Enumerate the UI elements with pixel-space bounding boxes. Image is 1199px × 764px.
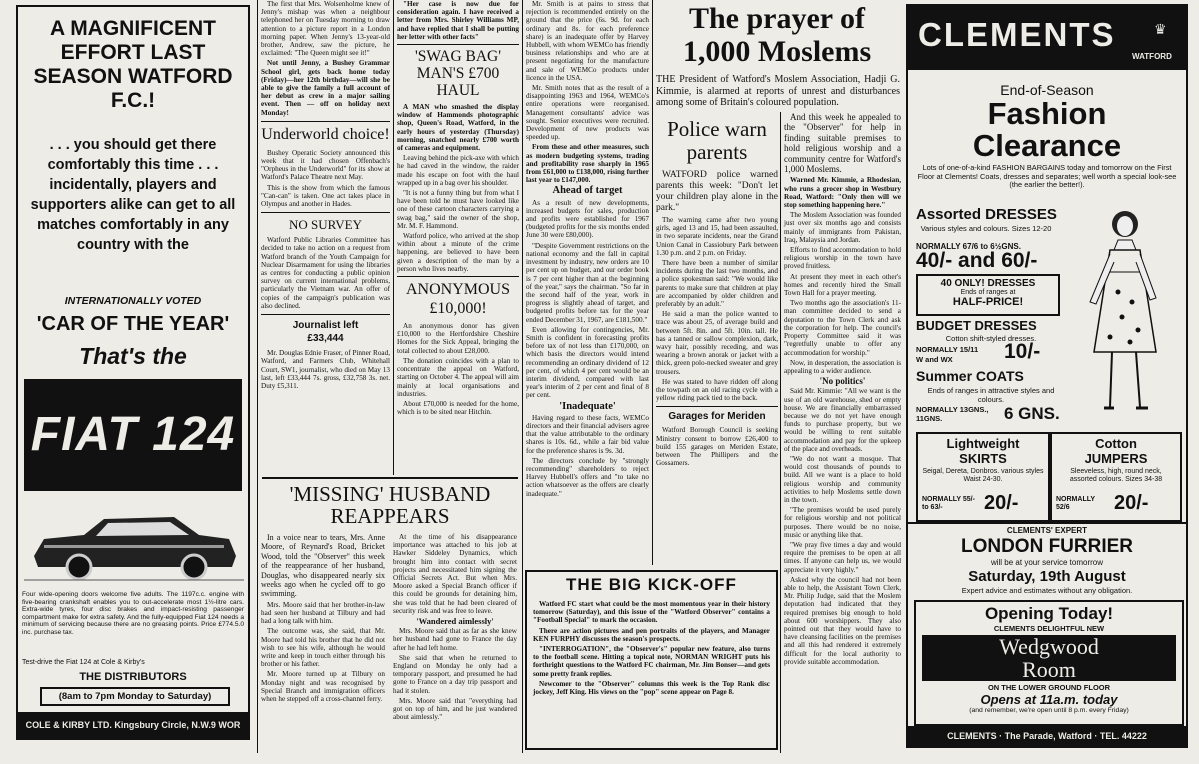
fiat-car-of-year: 'CAR OF THE YEAR' — [36, 313, 230, 335]
only40-box — [916, 274, 1060, 316]
prayer-body-10: "The premises would be used purely for religious worship and not political purposes. There would be no noise, music or anything like that. — [784, 506, 901, 539]
coats-normally: NORMALLY 13GNS., 11GNS. — [916, 405, 989, 423]
survey-headline: NO SURVEY — [289, 217, 362, 233]
missing-body-2: The outcome was, she said, that Mr. Moore had told his brother that he did not wish to see his wife, although he would write and keep in touch either through his brother or his father. — [261, 627, 385, 669]
skirts-box — [916, 432, 1050, 522]
wemco-body-1: Mr. Smith is at pains to stress that rejection is recommended entirely on the ground that the price (6s. 9d. for each ordinary and 8s. for each preference share) is an inadequate offer by Harvey Hubbell, with whom WEMCo has friendly business relationships and who are at present negotiating for the manufacture and sale of WEMCo products under licence in the USA. — [526, 0, 649, 82]
clements-eos: End-of-Season — [1000, 82, 1094, 98]
furrier-title: LONDON FURRIER — [960, 536, 1134, 557]
furrier-service: will be at your service tomorrow — [990, 558, 1104, 567]
lower-ground-floor: ON THE LOWER GROUND FLOOR — [987, 683, 1111, 692]
missing-headline: 'MISSING' HUSBAND REAPPEARS — [289, 482, 491, 528]
prayer-body-2: Warned Mr. Kimmie, a Rhodesian, who runs a grocer shop in Westbury Road, Watford: "Only then will we stop something happening here." — [784, 176, 901, 210]
jenny-story-2: Not until Jenny, a Bushey Grammar School girl, gets back home today (Friday)—her 12th birthday—will she be able to give the family a full account of her debut as crew in a major sailing event. Then — off on holiday next Monday! — [261, 59, 390, 117]
jumpers-price: 20/- — [1114, 492, 1149, 514]
police-lead: WATFORD police warned parents this week: "Don't let your children play alone in the park." — [656, 170, 778, 213]
prayer-body-8: Said Mr. Kimmie: "All we want is the use of an old warehouse, shed or empty house. We are financially embarrassed because we do not yet have enough funds to purchase property, but we would be willing to rent suitable accommodation and pay for the upkeep of the place and overheads. — [784, 387, 901, 453]
journalist-headline: Journalist left £33,444 — [292, 320, 359, 345]
garages-body: Watford Borough Council is seeking Ministry consent to borrow £26,400 to build 155 garages on Meriden Estate, between The Phillipers and the Gossamers. — [656, 426, 778, 468]
prayer-body-1: And this week he appealed to the "Observer" for help in finding suitable premises to hold religious worship and a community centre for Watford's 1,000 Moslems. — [784, 112, 901, 175]
fiat-logo: FIAT 124 — [24, 379, 242, 491]
anonymous-headline: ANONYMOUS £10,000! — [405, 281, 510, 318]
column-four — [526, 0, 649, 565]
missing-husband-story — [261, 481, 519, 753]
anonymous-body-3: About £70,000 is needed for the home, which is to be sited near Hitchin. — [397, 399, 519, 417]
no-politics-subhead: 'No politics' — [819, 376, 866, 387]
target-subhead: Ahead of target — [552, 185, 623, 197]
inadequate-body: Having regard to these facts, WEMCo directors and their financial advisers agree that the value attributable to the ordinary shares is 10s. 6d., while a fair bid value for the preference shares is 9s. 3d. — [526, 413, 649, 455]
clements-fashion: Fashion — [987, 96, 1107, 131]
anonymous-body: An anonymous donor has given £10,000 to the Hertfordshire Cheshire Homes for the Sick Appeal, bringing the total collected to about £28,000. — [397, 322, 519, 355]
swag-body-2: "It is not a funny thing but from what I have been told he must have looked like one of these cartoon characters carrying a swag bag," said the owner of the shop, Mr. M. F. Hammond. — [397, 189, 519, 230]
police-body-1: The warning came after two young girls, aged 13 and 15, had been assaulted, in two separate incidents, near the Grand Union Canal in Cassiobury Park between 1.30 p.m. and 2 p.m. on Friday. — [656, 216, 778, 257]
kickoff-body-3: "INTERROGATION", the "Observer's" popular new feature, also turns to the football scene. Hitting a topical note, NORMAN WRIGHT puts his forthright questions to the Watford FC chairman, Mr. Jim Bonser—and gets some pretty frank replies. — [533, 645, 770, 678]
dresses-normally: NORMALLY 67/6 to 6½GNS. — [916, 242, 1021, 251]
prayer-body-3: The Moslem Association was founded just over six months ago and consists mainly of immigrants from Pakistan, Iraq, Malaysia and Jordan. — [784, 211, 901, 244]
opens-at: Opens at 11a.m. today — [980, 692, 1118, 707]
clements-town: WATFORD — [1132, 52, 1172, 61]
fiat-test-drive: Test-drive the Fiat 124 at Cole & Kirby's — [22, 659, 145, 666]
prayer-story — [784, 112, 901, 752]
budget-price: 10/- — [1004, 340, 1041, 363]
dresses-price: 40/- and 60/- — [916, 249, 1038, 272]
target-body: As a result of new developments, increased budgets for sales, production and profits were established for 1967 (budgeted profits for the six months ended June 30 were £80,000). — [526, 198, 649, 240]
prayer-body-9: "We do not want a mosque. That would cost thousands of pounds to build. All we want is a place to hold religious worship and community activities to help Moslems settle down in the town. — [784, 454, 901, 504]
police-story — [656, 116, 778, 568]
furrier-advice: Expert advice and estimates without any obligation. — [961, 586, 1133, 595]
anonymous-body-2: The donation coincides with a plan to concentrate the appeal on Watford, starting on October 4. The appeal will aim mainly at local organisations and industries. — [397, 356, 519, 398]
swag-body-3: Watford police, who arrived at the shop within about a minute of the crime happening, are believed to have been given a description of the man by a person who lives nearby. — [397, 232, 519, 273]
wemco-body-3: From these and other measures, such as modern budgeting systems, trading and profitability rose sharply in 1965 from £61,000 to £138,000, rising further last year to £147,000. — [526, 143, 649, 185]
prayer-body-11: "We pray five times a day and would require the premises to be open at all times. If anyone can help us, we would appreciate it very highly." — [784, 540, 901, 574]
prayer-body-4: Efforts to find accommodation to hold religious worship in the town have proved fruitless. — [784, 246, 901, 271]
fiat-distributors: THE DISTRIBUTORS — [79, 671, 187, 683]
kickoff-headline: THE BIG KICK-OFF — [566, 575, 737, 594]
wandered-subhead: 'Wandered aimlessly' — [416, 616, 494, 627]
coats-desc: Ends of ranges in attractive styles and colours. — [927, 386, 1055, 404]
garages-headline: Garages for Meriden — [668, 411, 766, 423]
only40-desc: Ends of ranges at — [960, 289, 1016, 296]
budget-title: BUDGET DRESSES — [916, 318, 1037, 333]
fiat-body: . . . you should get there comfortably this time . . . incidentally, players and supporters alike can get to all matches comfortably in any country with the — [30, 137, 236, 253]
police-headline: Police warn parents — [667, 117, 767, 164]
fiat-footer: COLE & KIRBY LTD. Kingsbury Circle, N.W.9 WOR 8821 — [18, 712, 248, 738]
opening-today: Opening Today! — [984, 604, 1114, 623]
target-body-2: "Despite Government restrictions on the national economy and the fall in capital investment by industry, new orders are 10 per cent up on budget, and our order book is 7 per cent higher than at the beginning of the year," says the chairman. "So far in the second half of the year, work in progress is slightly ahead of target, and budgeted profits before tax for the year ended December 31, 1967, are £181,500." — [526, 241, 649, 324]
journalist-body: Mr. Douglas Ednie Fraser, of Pinner Road, Watford, and Farmers Club, Whitehall Court, SW1, journalist, who died on May 13 last, left £33,444 7s. gross, £32,758 3s. net. Duty £5,311. — [261, 349, 390, 390]
coats-price: 6 GNS. — [1004, 404, 1060, 423]
fiat-thats-the: That's the — [79, 343, 187, 369]
clements-advert — [906, 4, 1188, 748]
clements-footer: CLEMENTS · The Parade, Watford · TEL. 44222 — [908, 726, 1186, 746]
fiat-headline: A MAGNIFICENT EFFORT LAST SEASON WATFORD F.C.! — [33, 17, 233, 112]
prayer-body-5: At present they meet in each other's homes and recently hired the Small Town Hall for a prayer meeting. — [784, 272, 901, 298]
only40-title: 40 ONLY! DRESSES — [940, 278, 1036, 289]
missing-body-3: Mr. Moore turned up at Tilbury on Monday night and was recognised by Special Branch and immigration officers when he stepped off a cross-channel ferry. — [261, 670, 385, 704]
clements-intro: Lots of one-of-a-kind FASHION BARGAINS today and tomorrow on the First Floor at Clements! Coats, dresses and separates; well worth a special look-see (the earlier the better!). — [917, 163, 1177, 190]
underworld-headline: Underworld choice! — [261, 125, 390, 143]
prayer-headline: The prayer of 1,000 Moslems — [682, 2, 872, 68]
wemco-body-2: Mr. Smith notes that as the result of a disappointing 1963 and 1964, WEMCo's entire operations were reorganised. Management consultants' advice was sought. Senior executives were recruited. Development of new products was speeded up. — [526, 84, 649, 142]
clements-logo-bar — [908, 6, 1186, 70]
clements-clearance: Clearance — [972, 128, 1122, 163]
jumpers-normally: NORMALLY 52/6 — [1056, 496, 1095, 511]
column-two — [261, 0, 390, 475]
column-three — [397, 0, 519, 475]
budget-sizes: W and WX — [916, 355, 953, 364]
jumpers-desc: Sleeveless, high, round neck, assorted colours. Sizes 34-38 — [1069, 468, 1163, 484]
dresses-title: Assorted DRESSES — [916, 206, 1057, 223]
prayer-body-7: Now, in desperation, the association is appealing to a wider audience. — [784, 358, 901, 375]
prayer-body-12: Asked why the council had not been able to help, the Assistant Town Clerk, Mr. Philip Judge, said that the Moslem deputation had indicated that they required premises big enough to hold about 600 worshippers. They also pointed out that they would have to have cleansing facilities on the premises and all this had rendered it extremely difficult for the local authority to provide suitable accommodation. — [784, 575, 901, 666]
jumpers-title: Cotton JUMPERS — [1084, 436, 1148, 466]
opens-note: (and remember, we're open until 8 p.m. every Friday) — [969, 707, 1129, 714]
skirts-normally: NORMALLY 55/- to 63/- — [922, 496, 975, 511]
clements-crest-icon: ♛ — [1154, 23, 1167, 38]
jumpers-box — [1050, 432, 1182, 522]
missing-body-1: Mrs. Moore said that her brother-in-law had seen her husband at Tilbury and had had a long talk with him. — [261, 600, 385, 626]
survey-body: Watford Public Libraries Committee has decided to take no action on a request from Watford branch of the Youth Campaign for Nuclear Disarmament for using the libraries as centres for conducting a public opinion survey on current international problems, particularly the Vietnam war. An offer of copies of the campaign's publication was also declined. — [261, 236, 390, 310]
police-body-3: He said a man the police wanted to trace was about 25, of average build and between 5ft. 8in. and 5ft. 10in. tall. He has a tanned or sallow complexion, dark, wavy hair, possibly receding, and was wearing a brown anorak or jacket with a thick, green polo-necked sweater and grey trousers. — [656, 310, 778, 376]
jenny-story: The first that Mrs. Wolsenholme knew of Jenny's mishap was when a neighbour telephoned her on Tuesday morning to draw attention to a picture report in a London morning paper. When Jenny's 13-year-old brother, Andrew, saw the picture, he exclaimed: "The Queen might see it!" — [261, 0, 390, 58]
kickoff-body-2: There are action pictures and pen portraits of the players, and Manager KEN FURPHY discusses the season's prospects. — [533, 626, 770, 643]
swag-headline: 'SWAG BAG' MAN'S £700 HAUL — [414, 48, 502, 100]
fiat-hours: (8am to 7pm Monday to Saturday) — [40, 687, 230, 706]
clements-logo: CLEMENTS — [918, 16, 1116, 53]
missing-lead: In a voice near to tears, Mrs. Anne Moore, of Reynard's Road, Bricket Wood, told the "Observer" this week of the reappearance of her husband, Douglas, who disappeared nearly six weeks ago when he cycled off to go swimming. — [261, 533, 385, 599]
wedgwood-box — [914, 600, 1184, 726]
skirts-desc: Seigal, Dereta, Donbros. various styles Waist 24-30. — [922, 468, 1044, 484]
skirts-price: 20/- — [984, 492, 1019, 514]
wedgwood-banner — [922, 635, 1176, 681]
inadequate-body-2: The directors conclude by "strongly recommending" shareholders to reject Harvey Hubbell's offers and "to take no action whatsoever as the offers are clearly inadequate." — [526, 456, 649, 498]
fiat-voted: INTERNATIONALLY VOTED — [64, 295, 202, 307]
fiat-fine-print: Four wide-opening doors welcome five adults. The 1197c.c. engine with five-bearing crankshaft enables you to out-accelerate most 1½-litre cars. Extra-wide tyres, four disc brakes and impact-resisting passenger compartment make for extra safety. And the fully-equipped Fiat 124 needs a minimum of servicing because there are no greasing points. Price £774.5.0 inc. purchase tax. — [22, 591, 244, 636]
missing-body-7: Mrs. Moore said that "everything had got on top of him, and he just wandered about aimlessly." — [393, 696, 517, 722]
underworld-body: Bushey Operatic Society announced this week that it had chosen Offenbach's "Orpheus in the Underworld" for its show at Watford's Palace Theatre next May. — [261, 148, 390, 182]
swag-body: Leaving behind the pick-axe with which he had caved in the window, the raider made his escape on foot with the haul wrapped up in a bag over his shoulder. — [397, 154, 519, 187]
target-body-3: Even allowing for contingencies, Mr. Smith is confident in forecasting profits before tax of not less than £170,000, on which basis the directors would intend recommending an ordinary dividend of 12 per cent, of which 4 per cent would be an interim dividend, compared with last year's interim of 2 per cent and final of 8 per cent. — [526, 325, 649, 400]
big-kickoff-box — [525, 570, 778, 750]
fiat-advert — [16, 5, 250, 756]
missing-body-4: At the time of his disappearance importance was attached to his job at Hawker Siddeley Dynamics, which brought him into contact with secret projects and necessitated him signing the Official Secrets Act. But when Mrs. Moore asked a Special Branch officer if this could be grounds for detaining him, she was told that he had been cleared of security risk and was free to leave. — [393, 533, 517, 615]
budget-normally: NORMALLY 15/11 — [916, 345, 979, 354]
missing-body-5: Mrs. Moore said that as far as she knew her husband had gone to France the day after he had left home. — [393, 627, 517, 652]
fiat-car-illustration — [24, 501, 244, 586]
furrier-expert: CLEMENTS' EXPERT — [1006, 526, 1088, 535]
furrier-date: Saturday, 19th August — [968, 568, 1126, 585]
police-body-2: There have been a number of similar incidents during the last two months, and a police spokesman said: "We would like parents to make sure that children at play are accompanied by older children and preferably by an adult." — [656, 259, 778, 309]
coats-title: Summer COATS — [916, 368, 1024, 384]
skirts-title: Lightweight SKIRTS — [946, 436, 1020, 466]
police-body-4: He was stated to have ridden off along the towpath on an old racing cycle with a yellow riding pack tied to the back. — [656, 377, 778, 403]
room-title: Room — [1022, 657, 1076, 682]
swag-lead: A MAN who smashed the display window of Hammonds photographic shop, Queen's Road, Watford, in the early hours of yesterday (Thursday) morning, snatched nearly £700 worth of cameras and equipment. — [397, 103, 519, 153]
delightful-new: CLEMENTS DELIGHTFUL NEW — [993, 624, 1105, 633]
kickoff-body-4: Newcomer to the "Observer" columns this week is the Top Rank disc jockey, Jeff King. His views on the "pop" scene appear on Page 8. — [533, 679, 770, 697]
prayer-body-6: Two months ago the association's 11-man committee decided to send a deputation to the Town Clerk and ask the corporation for help. The council's Property Committee said it was "regretfully unable to offer any accommodation for worship." — [784, 299, 901, 357]
prayer-lead: THE President of Watford's Moslem Association, Hadji G. Kimmie, is alarmed at reports of unrest and disturbances among some of Britain's coloured population. — [656, 74, 900, 108]
dresses-desc: Various styles and colours. Sizes 12-20 — [920, 224, 1052, 233]
woman-in-dress-illustration — [1070, 202, 1180, 432]
underworld-body-2: This is the show from which the famous "Can-can" is taken. One act takes place in Olympus and another in Hades. — [261, 183, 390, 209]
inadequate-subhead: 'Inadequate' — [559, 400, 616, 412]
wedgwood-title: Wedgwood — [999, 634, 1099, 659]
half-price: HALF-PRICE! — [952, 296, 1024, 308]
missing-body-6: She said that when he returned to England on Monday he only had a temporary passport, and presumed he had gone to France on a day trip passport and had it stolen. — [393, 653, 517, 695]
kickoff-body-1: Watford FC start what could be the most momentous year in their history tomorrow (Saturday), and this issue of the "Watford Observer" contains a "Football Special" to mark the occasion. — [533, 600, 770, 625]
hostel-quote: "Her case is now due for consideration again. I have received a letter from Mrs. Shirley Williams MP, and have replied that I shall be putting her letter with other facts" — [397, 0, 519, 41]
budget-desc: Cotton shift-styled dresses. — [945, 334, 1037, 343]
